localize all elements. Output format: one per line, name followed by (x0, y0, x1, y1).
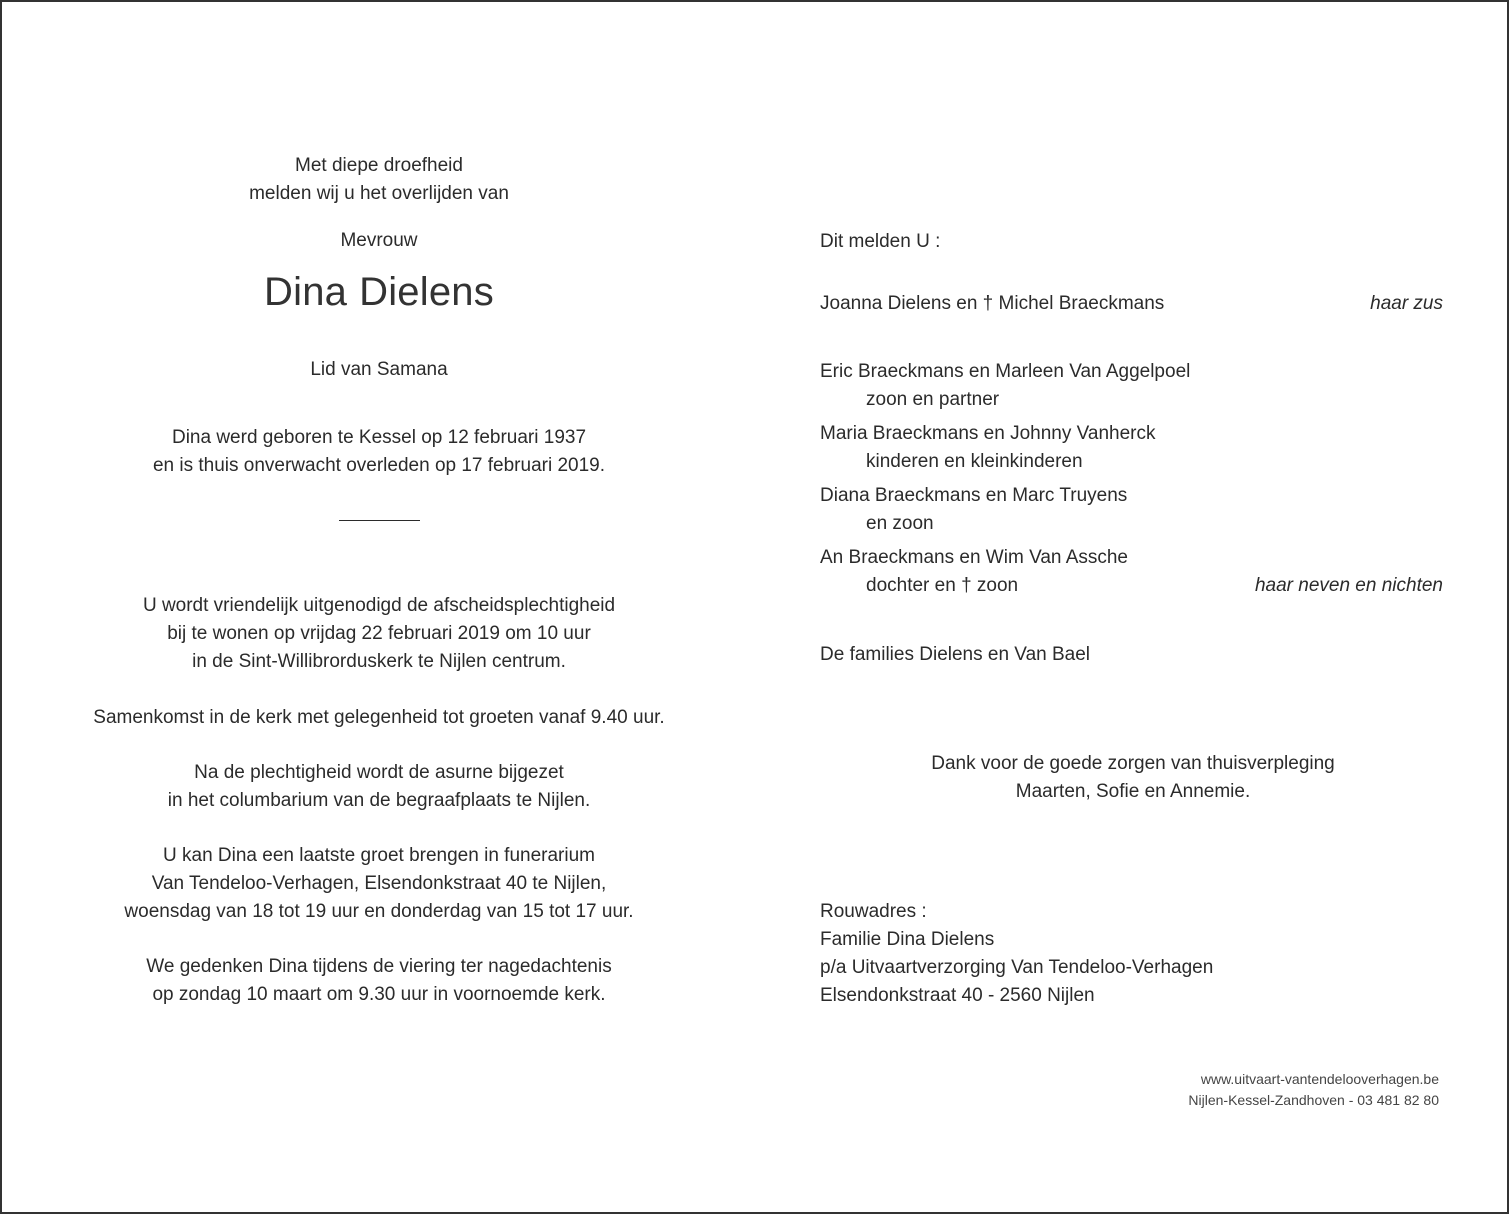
address-line-2: p/a Uitvaartverzorging Van Tendeloo-Verhagen (820, 957, 1214, 978)
membership: Lid van Samana (310, 359, 448, 380)
memorial-line-2: op zondag 10 maart om 9.30 uur in voornoemde kerk. (152, 984, 606, 1005)
urn-line-1: Na de plechtigheid wordt de asurne bijgezet (194, 762, 564, 783)
family-4-names: An Braeckmans en Wim Van Assche (820, 547, 1128, 568)
sister-names: Joanna Dielens en † Michel Braeckmans (820, 293, 1165, 314)
visit-line-3: woensdag van 18 tot 19 uur en donderdag van 15 tot 17 uur. (124, 901, 634, 922)
address-line-1: Familie Dina Dielens (820, 929, 995, 950)
invite-line-1: U wordt vriendelijk uitgenodigd de afscheidsplechtigheid (142, 595, 616, 616)
ceremony-date: vrijdag 22 februari 2019 om 10 uur (300, 623, 591, 644)
announcers-header: Dit melden U : (820, 231, 941, 252)
address-line-3: Elsendonkstraat 40 - 2560 Nijlen (820, 985, 1095, 1006)
thanks-line-2: Maarten, Sofie en Annemie. (1015, 781, 1251, 802)
urn-line-2: in het columbarium van de begraafplaats te Nijlen. (167, 790, 591, 811)
family-2-names: Maria Braeckmans en Johnny Vanherck (820, 423, 1156, 444)
footer-contact: Nijlen-Kessel-Zandhoven - 03 481 82 80 (1188, 1092, 1439, 1108)
intro-line-2: melden wij u het overlijden van (249, 183, 509, 204)
gathering: Samenkomst in de kerk met gelegenheid tot groeten vanaf 9.40 uur. (93, 707, 665, 728)
visit-line-1: U kan Dina een laatste groet brengen in funerarium (163, 845, 595, 866)
sister-role: haar zus (1370, 293, 1443, 314)
thanks-line-1: Dank voor de goede zorgen van thuisverpleging (931, 753, 1335, 774)
honorific: Mevrouw (340, 230, 418, 251)
invite-line-3: in de Sint-Willibrorduskerk te Nijlen centrum. (192, 651, 566, 672)
family-1-sub: zoon en partner (866, 389, 1000, 410)
family-4-sub: dochter en † zoon (866, 575, 1019, 596)
footer-website[interactable]: www.uitvaart-vantendelooverhagen.be (1200, 1071, 1439, 1087)
family-3-sub: en zoon (866, 513, 934, 534)
birth-line-1: Dina werd geboren te Kessel op 12 februari 1937 (171, 427, 587, 448)
family-2-sub: kinderen en kleinkinderen (866, 451, 1083, 472)
visit-line-2: Van Tendeloo-Verhagen, Elsendonkstraat 40 te Nijlen, (151, 873, 607, 894)
invite-line-2 (62, 620, 696, 648)
family-3-names: Diana Braeckmans en Marc Truyens (820, 485, 1128, 506)
birth-line-2: en is thuis onverwacht overleden op 17 februari 2019. (152, 455, 606, 476)
nephews-role: haar neven en nichten (1254, 575, 1443, 596)
last-name: Dielens (359, 270, 494, 314)
deceased-name (62, 268, 696, 316)
address-header: Rouwadres : (820, 901, 927, 922)
intro-line-1: Met diepe droefheid (295, 155, 463, 176)
families: De families Dielens en Van Bael (820, 644, 1091, 665)
family-1-names: Eric Braeckmans en Marleen Van Aggelpoel (820, 361, 1191, 382)
first-name: Dina (264, 270, 348, 314)
invite-prefix: bij te wonen op (167, 623, 301, 644)
memorial-line-1: We gedenken Dina tijdens de viering ter nagedachtenis (146, 956, 612, 977)
divider (339, 520, 420, 521)
